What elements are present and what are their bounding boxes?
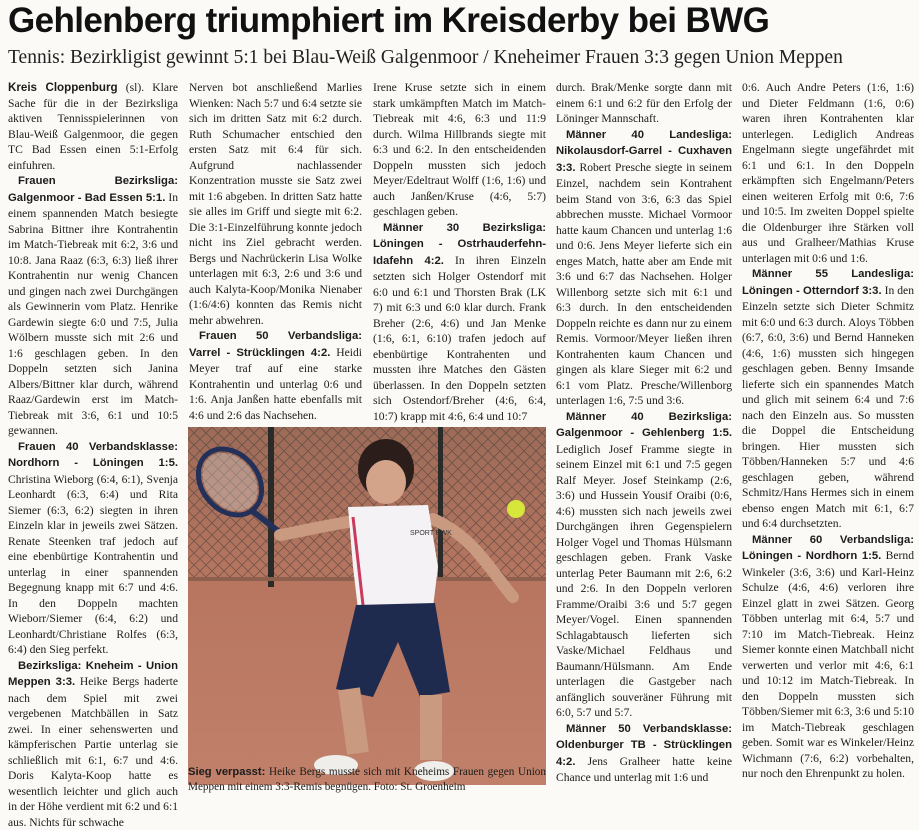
headline: Gehlenberg triumphiert im Kreisderby bei BWG bbox=[8, 1, 770, 40]
paragraph: In ihren Einzeln setzten sich Holger Ostendorf mit 6:0 und 6:1 und Thorsten Brak (LK 7) mit 6:3 und 6:0 klar durch. Frank Breher (2:6, 4:6) und Jan Menke (1:6, 6:1, 6:10) trafen jedoch auf ebenbürtige Kontrahenten und mussten ihre Matches den Gästen überlassen. In den Doppeln setzten sich Ostendorf/Breher (4:6, 6:4, 10:7) krapp mit 4:6, 6:4 und 10:7 bbox=[373, 253, 546, 423]
dateline: Kreis Cloppenburg bbox=[8, 81, 118, 94]
paragraph: Jens Gralheer hatte keine Chance und unterlag mit 1:6 und bbox=[556, 754, 732, 784]
paragraph: Christina Wieborg (6:4, 6:1), Svenja Leonhardt (6:3, 6:4) und Rita Siemer (6:3, 6:2) siegten in ihren Einzeln klar in jeweils zwei Sätzen. Renate Steenken traf jedoch auf eine ebenbürtige Kontrahentin und unterlag in einer spannenden Begegnung knapp mit 6:7 und 4:6. In den Doppeln machten Wieborr/Siemer (6:4, 6:2) und Leonhardt/Christiane Rolfes (6:3, 6:4) den Sieg perfekt. bbox=[8, 472, 178, 656]
caption-label: Sieg verpasst: bbox=[188, 766, 266, 778]
caption-text: Heike Bergs musste sich mit Kneheims Frauen gegen Union Meppen mit einem 3:3-Remis begnügen. Foto: St. Groenheim bbox=[188, 766, 546, 793]
tennis-player-photo bbox=[188, 427, 546, 785]
article-column-4 bbox=[556, 80, 732, 792]
paragraph: Bernd Winkeler (3:6, 3:6) und Karl-Heinz Schulze (4:6, 4:6) verloren ihre Einzel glatt in zwei Sätzen. Georg Többen unterlag mit 6:4, 5:7 und 7:10 im Match-Tiebreak. Heinz Siemer konnte einen Matchball nicht verwerten und verlor mit 4:6, 6:1 und 10:12 im Match-Tiebreak. In den Doppeln mussten sich Többen/Siemer mit 6:3, 3:6 und 5:10 im Match-Tiebreak geschlagen geben. Somit war es Winkeler/Heinz Wichmann (7:6, 6:2) vorbehalten, nur noch den Ehrenpunkt zu holen. bbox=[742, 549, 914, 780]
section-heading: Männer 55 Landesliga: Löningen - Otterndorf 3:3. bbox=[742, 268, 914, 297]
paragraph: Heidi Meyer traf auf eine starke Kontrahentin und unterlag 0:6 und 1:6. Anja Janßen hatte ebenfalls mit 4:6 und 2:6 das Nachsehen. bbox=[189, 345, 362, 422]
tennis-ball bbox=[507, 500, 525, 518]
article-column-5 bbox=[742, 80, 914, 792]
article-column-2 bbox=[189, 80, 362, 424]
section-heading: Frauen 50 Verbandsliga: Varrel - Strücklingen 4:2. bbox=[189, 330, 362, 359]
section-heading: Männer 30 Bezirksliga: Löningen - Ostrhauderfehn-Idafehn 4:2. bbox=[373, 221, 546, 267]
article-column-3 bbox=[373, 80, 546, 424]
paragraph: Robert Presche siegte in seinem Einzel, nachdem sein Kontrahent beim Stand von 3:6, 6:3 das Spiel abbrechen musste. Michael Vormoor hatte kaum Chancen und unterlag 1:6 und 0:6. Jens Meyer lieferte sich ein enges Match, hatte aber am Ende mit 3:6 und 6:7 das Nachsehen. Holger Willenborg setzte sich mit 6:1 und 6:3 durch. In den entscheidenden Doppeln reichte es dann nur zu einem Remis. Vormoor/Meyer ließen ihren Kontrahenten kaum Chancen und gingen als klare Sieger mit 6:2 und 6:1 vom Platz. Presche/Willenborg unterlagen 1:6, 7:5 und 3:6. bbox=[556, 160, 732, 407]
intro-text: (sl). Klare Sache für die in der Bezirksliga aktiven Tennisspielerinnen von Blau-Weiß Galgenmoor, die gegen TC Bad Essen einen 5:1-Erfolg einfuhren. bbox=[8, 81, 178, 172]
shirt-text: SPORT BWK bbox=[410, 530, 452, 537]
paragraph: In einem spannenden Match besiegte Sabrina Bittner ihre Kontrahentin im Match-Tiebreak mit 6:2, 3:6 und 10:8. Jana Raaz (6:3, 6:3) ließ ihrer Kontrahentin nur wenig Chancen und gingen nach zwei Durchgängen als Gewinnerin vom Platz. Henrike Gardewin siegte 6:0 und 7:5, Julia Wölbern musste sich mit 2:6 und 1:6 geschlagen geben. In den Doppeln setzten sich Janina Albers/Bittner klar durch, während Raaz/Gardewin erst im Match-Tiebreak mit 3:6, 6:1 und 10:5 gewannen. bbox=[8, 190, 178, 437]
paragraph: Nerven bot anschließend Marlies Wienken: Nach 5:7 und 6:4 setzte sie sich im dritten Satz mit 6:2 durch. Ruth Schumacher entschied den ersten Satz mit 6:4 für sich. Aufgrund nachlassender Konzentration musste sie Satz zwei mit 1:6 abgeben. In dritten Satz hatte sie alles im Griff und siegte mit 6:2. Die 3:1-Einzelführung konnte jedoch nicht ins Ziel gebracht werden. Bergs und Nachrückerin Lisa Wolke unterlagen mit 6:3, 2:6 und 3:6 und auch Kalyta-Koop/Monika Nienaber (1:6/4:6) konnten das Remis nicht mehr abwehren. bbox=[189, 81, 362, 327]
fence-post bbox=[268, 427, 274, 587]
section-heading: Frauen 40 Verbandsklasse: Nordhorn - Löningen 1:5. bbox=[8, 440, 178, 469]
article-photo bbox=[188, 427, 546, 761]
section-heading: Bezirksliga: Kneheim - Union Meppen 3:3. bbox=[8, 659, 178, 688]
photo-caption bbox=[188, 765, 546, 795]
article-column-1 bbox=[8, 80, 178, 829]
paragraph: 0:6. Auch Andre Peters (1:6, 1:6) und Dieter Feldmann (1:6, 0:6) waren ihren Kontrahenten klar unterlegen. Lediglich Andreas Engelmann siegte ungefährdet mit 6:1 und 6:1. In den Doppeln erkämpften sich Engelmann/Peters einen weiteren Erfolg mit 0:6, 7:6 und 10:5. Im zweiten Doppel spielte die Oldenburger ihre Stärken voll aus und Gralheer/Mathias Kruse unterlagen mit 0:6 und 1:6. bbox=[742, 81, 914, 265]
paragraph: Lediglich Josef Framme siegte in seinem Einzel mit 6:1 und 7:5 gegen Ralf Meyer. Josef Steinkamp (2:6, 3:6) und Hussein Yousif Oraibi (0:6, 4:6) mussten sich nach jeweils zwei Durchgängen ihren Gegenspielern Holger Vogel und Thomas Hülsmann geschlagen geben. Frank Vaske unterlag Peter Baumann mit 2:6, 6:2 und 2:6. In den Doppeln verloren Framme/Oraibi 3:6 und 5:7 gegen Meyer/Vogel. Einen spannenden Schlagabtausch lieferten sich Vaske/Michael Feldhaus und Baumann/Hülsmann. Am Ende unterlagen die Gastgeber nach anfänglich souveräner Führung mit 6:0, 5:7 und 5:7. bbox=[556, 442, 732, 719]
section-heading: Männer 50 Verbandsklasse: Oldenburger TB - Strücklingen 4:2. bbox=[556, 722, 732, 768]
subheadline: Tennis: Bezirkligist gewinnt 5:1 bei Blau-Weiß Galgenmoor / Kneheimer Frauen 3:3 gegen Union Meppen bbox=[8, 47, 843, 68]
section-heading: Frauen Bezirksliga: Galgenmoor - Bad Essen 5:1. bbox=[8, 175, 178, 204]
fence-post bbox=[438, 427, 443, 577]
section-heading: Männer 40 Bezirksliga: Galgenmoor - Gehlenberg 1:5. bbox=[556, 410, 732, 439]
paragraph: durch. Brak/Menke sorgte dann mit einem 6:1 und 6:2 für den Erfolg der Löninger Mannschaft. bbox=[556, 81, 732, 125]
section-heading: Männer 40 Landesliga: Nikolausdorf-Garrel - Cuxhaven 3:3. bbox=[556, 128, 732, 174]
section-heading: Männer 60 Verbandsliga: Löningen - Nordhorn 1:5. bbox=[742, 533, 914, 562]
paragraph: Irene Kruse setzte sich in einem stark umkämpften Match im Match-Tiebreak mit 4:6, 6:3 und 11:9 durch. Wilma Hillbrands siegte mit 6:3 und 6:2. In den entscheidenden Doppeln mussten sich jedoch Meyer/Edeltraut Wolff (1:6, 1:6) und auch Janßen/Kruse (4:6, 5:7) geschlagen geben. bbox=[373, 81, 546, 218]
paragraph: Heike Bergs haderte nach dem Spiel mit zwei vergebenen Matchbällen in Satz zwei. In einer sehenswerten und kämpferischen Partie unterlag sie schließlich mit 6:1, 6:7 und 4:6. Doris Kalyta-Koop hatte es wesentlich leichter und glich auch in der Höhe verdient mit 6:2 und 6:1 aus. Nichts für schwache bbox=[8, 675, 178, 829]
paragraph: In den Einzeln setzte sich Dieter Schmitz mit 6:0 und 6:3 durch. Aloys Többen (6:7, 6:0, 3:6) und Bernd Hanneken (4:6, 1:6) mussten sich hingegen geschlagen geben. Benny Imsande lieferte sich ein spannendes Match und glich mit seinem 6:4 und 7:6 nach den Einzeln aus. So mussten die Doppel die Entscheidung bringen. Hier mussten sich Többen/Hanneken 5:7 und 4:6 geschlagen geben, während Schmitz/Hans Hermes sich in einem ebenso engen Match mit 6:1, 6:7 und 6:4 durchsetzten. bbox=[742, 283, 914, 530]
